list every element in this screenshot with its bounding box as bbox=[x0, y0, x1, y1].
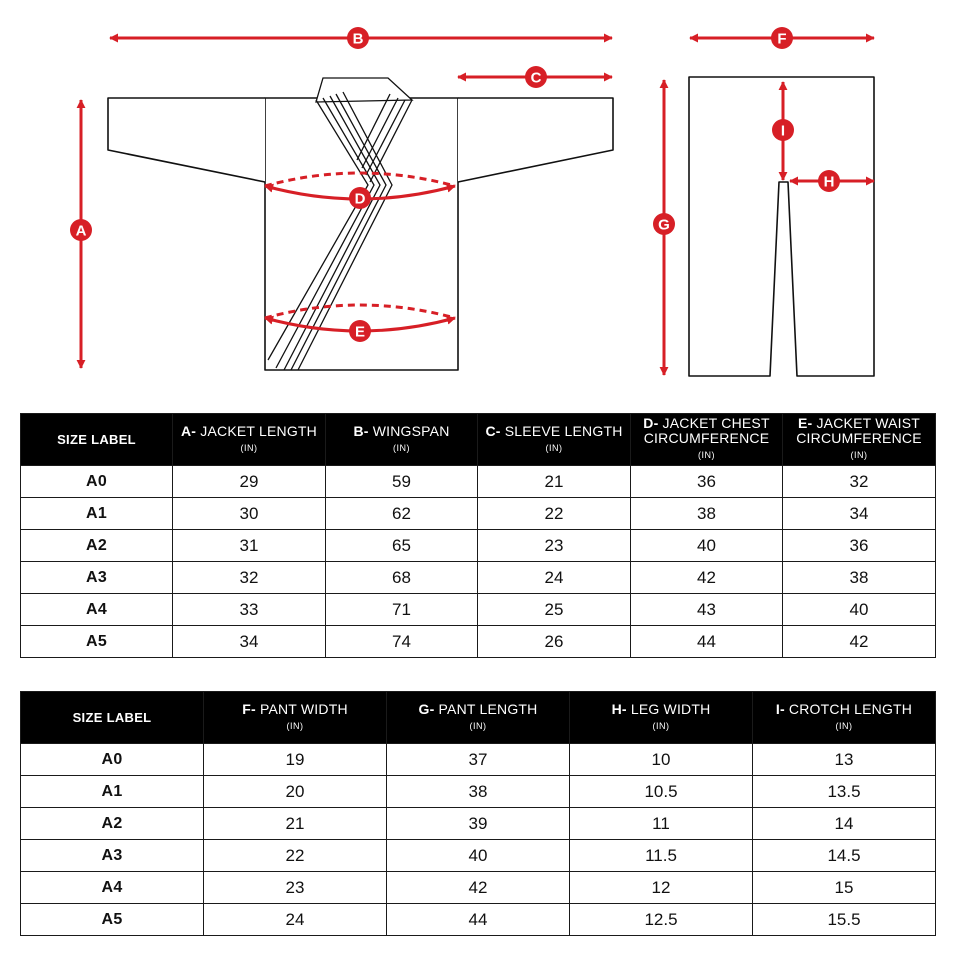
table-cell: 43 bbox=[631, 594, 783, 626]
table-cell: 21 bbox=[204, 808, 387, 840]
table-cell: 14.5 bbox=[753, 840, 936, 872]
table-cell: 34 bbox=[173, 626, 326, 658]
column-header-pant-width: F- PANT WIDTH (IN) bbox=[204, 692, 387, 744]
marker-g bbox=[653, 213, 675, 235]
marker-i bbox=[772, 119, 794, 141]
size-label-cell: A1 bbox=[21, 776, 204, 808]
pant-size-table bbox=[20, 691, 936, 936]
table-cell: 74 bbox=[326, 626, 478, 658]
table-cell: 23 bbox=[478, 530, 631, 562]
measurement-diagram bbox=[0, 0, 960, 400]
table-cell: 71 bbox=[326, 594, 478, 626]
table-cell: 38 bbox=[631, 498, 783, 530]
table-cell: 22 bbox=[204, 840, 387, 872]
table-cell: 22 bbox=[478, 498, 631, 530]
column-header-wingspan: B- WINGSPAN (IN) bbox=[326, 414, 478, 466]
table-cell: 24 bbox=[478, 562, 631, 594]
column-header-leg-width: H- LEG WIDTH (IN) bbox=[570, 692, 753, 744]
table-cell: 32 bbox=[173, 562, 326, 594]
table-cell: 65 bbox=[326, 530, 478, 562]
column-header-jacket-length: A- JACKET LENGTH (IN) bbox=[173, 414, 326, 466]
table-cell: 13.5 bbox=[753, 776, 936, 808]
size-label-cell: A4 bbox=[21, 872, 204, 904]
table-cell: 20 bbox=[204, 776, 387, 808]
svg-text:A: A bbox=[75, 222, 87, 240]
marker-b bbox=[347, 27, 369, 49]
table-cell: 44 bbox=[387, 904, 570, 936]
svg-text:I: I bbox=[780, 122, 786, 140]
marker-c bbox=[525, 66, 547, 88]
size-label-cell: A3 bbox=[21, 840, 204, 872]
jacket-size-table bbox=[20, 413, 936, 658]
table-cell: 11 bbox=[570, 808, 753, 840]
table-cell: 59 bbox=[326, 466, 478, 498]
column-header-chest-circumference: D- JACKET CHEST CIRCUMFERENCE (IN) bbox=[631, 414, 783, 466]
table-cell: 24 bbox=[204, 904, 387, 936]
table-row bbox=[21, 840, 936, 872]
table-cell: 36 bbox=[631, 466, 783, 498]
svg-text:F: F bbox=[777, 30, 787, 48]
column-header-sleeve-length: C- SLEEVE LENGTH (IN) bbox=[478, 414, 631, 466]
table-cell: 39 bbox=[387, 808, 570, 840]
svg-text:G: G bbox=[658, 216, 670, 234]
table-cell: 62 bbox=[326, 498, 478, 530]
table-cell: 11.5 bbox=[570, 840, 753, 872]
size-label-cell: A0 bbox=[21, 466, 173, 498]
svg-text:D: D bbox=[354, 190, 366, 208]
column-header-crotch-length: I- CROTCH LENGTH (IN) bbox=[753, 692, 936, 744]
table-row bbox=[21, 626, 936, 658]
size-label-cell: A4 bbox=[21, 594, 173, 626]
svg-text:C: C bbox=[530, 69, 542, 87]
table-cell: 42 bbox=[783, 626, 936, 658]
table-row bbox=[21, 530, 936, 562]
table-cell: 12.5 bbox=[570, 904, 753, 936]
table-cell: 10 bbox=[570, 744, 753, 776]
table-row bbox=[21, 594, 936, 626]
table-cell: 29 bbox=[173, 466, 326, 498]
table-row bbox=[21, 904, 936, 936]
table-row bbox=[21, 498, 936, 530]
marker-a bbox=[70, 219, 92, 241]
table-cell: 42 bbox=[631, 562, 783, 594]
svg-text:H: H bbox=[823, 173, 835, 191]
svg-text:E: E bbox=[354, 323, 366, 341]
size-label-cell: A5 bbox=[21, 626, 173, 658]
table-cell: 40 bbox=[783, 594, 936, 626]
size-label-cell: A2 bbox=[21, 530, 173, 562]
marker-e bbox=[349, 320, 371, 342]
marker-d bbox=[349, 187, 371, 209]
column-header-waist-circumference: E- JACKET WAIST CIRCUMFERENCE (IN) bbox=[783, 414, 936, 466]
table-cell: 14 bbox=[753, 808, 936, 840]
table-row bbox=[21, 872, 936, 904]
marker-f bbox=[771, 27, 793, 49]
table-cell: 40 bbox=[387, 840, 570, 872]
table-cell: 31 bbox=[173, 530, 326, 562]
svg-text:B: B bbox=[352, 30, 364, 48]
table-row bbox=[21, 744, 936, 776]
table-cell: 12 bbox=[570, 872, 753, 904]
table-row bbox=[21, 808, 936, 840]
table-cell: 23 bbox=[204, 872, 387, 904]
table-cell: 34 bbox=[783, 498, 936, 530]
table-cell: 68 bbox=[326, 562, 478, 594]
size-label-header: SIZE LABEL bbox=[21, 414, 173, 466]
size-label-cell: A1 bbox=[21, 498, 173, 530]
table-cell: 30 bbox=[173, 498, 326, 530]
size-label-cell: A5 bbox=[21, 904, 204, 936]
table-row bbox=[21, 562, 936, 594]
table-row bbox=[21, 776, 936, 808]
table-cell: 42 bbox=[387, 872, 570, 904]
size-label-cell: A2 bbox=[21, 808, 204, 840]
table-row bbox=[21, 466, 936, 498]
table-cell: 44 bbox=[631, 626, 783, 658]
column-header-pant-length: G- PANT LENGTH (IN) bbox=[387, 692, 570, 744]
table-cell: 38 bbox=[783, 562, 936, 594]
table-cell: 19 bbox=[204, 744, 387, 776]
table-cell: 25 bbox=[478, 594, 631, 626]
marker-h bbox=[818, 170, 840, 192]
size-label-cell: A3 bbox=[21, 562, 173, 594]
size-label-header: SIZE LABEL bbox=[21, 692, 204, 744]
table-cell: 10.5 bbox=[570, 776, 753, 808]
table-cell: 26 bbox=[478, 626, 631, 658]
table-cell: 21 bbox=[478, 466, 631, 498]
table-cell: 15.5 bbox=[753, 904, 936, 936]
table-cell: 15 bbox=[753, 872, 936, 904]
table-cell: 37 bbox=[387, 744, 570, 776]
table-cell: 36 bbox=[783, 530, 936, 562]
table-cell: 38 bbox=[387, 776, 570, 808]
table-header-row bbox=[21, 692, 936, 744]
size-label-cell: A0 bbox=[21, 744, 204, 776]
table-header-row bbox=[21, 414, 936, 466]
table-cell: 32 bbox=[783, 466, 936, 498]
table-cell: 33 bbox=[173, 594, 326, 626]
table-cell: 40 bbox=[631, 530, 783, 562]
table-cell: 13 bbox=[753, 744, 936, 776]
